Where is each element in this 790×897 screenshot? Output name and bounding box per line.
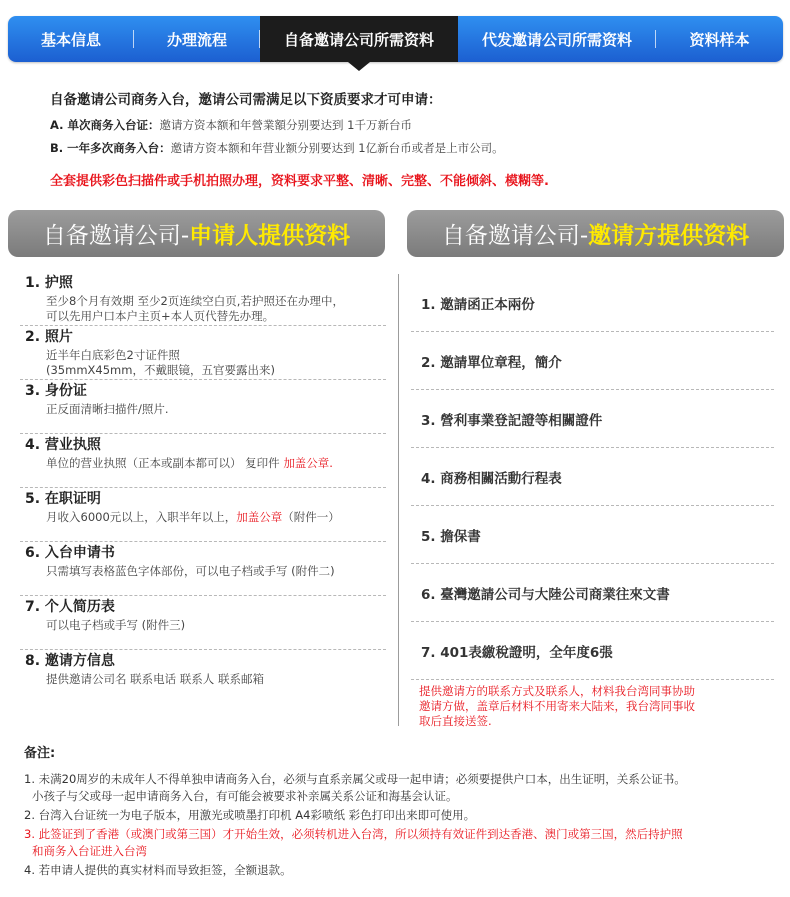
item-desc-stamp: 加盖公章. bbox=[283, 456, 333, 470]
inviter-docs-header bbox=[407, 210, 784, 257]
applicant-header-highlight: 申请人提供资料 bbox=[189, 223, 351, 249]
item-title: 8. 邀请方信息 bbox=[25, 653, 115, 669]
remark-line: 和商务入台证进入台湾 bbox=[32, 844, 147, 858]
item-title: 5. 在职证明 bbox=[25, 491, 101, 507]
intro-section bbox=[50, 88, 770, 189]
list-item bbox=[20, 434, 386, 488]
list-item bbox=[20, 488, 386, 542]
remark-item: 2. 台湾入台证统一为电子版本，用激光或喷墨打印机 A4彩喷纸 彩色打印出来即可使用。 bbox=[24, 808, 476, 822]
top-nav bbox=[8, 16, 783, 62]
list-item bbox=[20, 380, 386, 434]
requirement-single-label: A. 单次商务入台证： bbox=[50, 118, 160, 132]
remark-item bbox=[24, 826, 784, 860]
item-desc: 只需填写表格蓝色字体部份，可以电子档或手写 (附件二) bbox=[46, 564, 335, 578]
inviter-note-line: 提供邀请方的联系方式及联系人，材料我台湾同事协助 bbox=[419, 684, 695, 698]
item-desc: (35mmX45mm，不戴眼镜，五官要露出来) bbox=[46, 363, 275, 377]
item-title: 4. 营业执照 bbox=[25, 437, 101, 453]
item-title: 1. 护照 bbox=[25, 275, 73, 291]
item-desc: 近半年白底彩色2寸证件照 bbox=[46, 348, 180, 362]
remarks-section bbox=[24, 742, 784, 881]
list-item bbox=[20, 650, 386, 704]
requirement-single-text: 邀请方资本额和年營業額分别要达到 1千万新台币 bbox=[159, 118, 412, 132]
requirement-single-entry bbox=[50, 117, 770, 133]
list-item bbox=[20, 542, 386, 596]
item-desc: 至少8个月有效期 至少2页连续空白页,若护照还在办理中， bbox=[46, 294, 344, 308]
remark-item: 4. 若申请人提供的真实材料而导致拒签，全额退款。 bbox=[24, 863, 292, 877]
list-item: 2. 邀請單位章程，簡介 bbox=[411, 332, 774, 390]
item-desc bbox=[20, 510, 386, 525]
active-tab-pointer-icon bbox=[348, 62, 370, 71]
nav-tab-process[interactable]: 办理流程 bbox=[134, 16, 260, 62]
item-title: 3. 身份证 bbox=[25, 383, 87, 399]
inviter-contact-note bbox=[411, 684, 774, 729]
item-title: 7. 个人简历表 bbox=[25, 599, 115, 615]
list-item: 4. 商務相關活動行程表 bbox=[411, 448, 774, 506]
item-title: 2. 照片 bbox=[25, 329, 73, 345]
list-item bbox=[20, 326, 386, 380]
inviter-docs-list bbox=[411, 274, 774, 729]
intro-scan-note: 全套提供彩色扫描件或手机拍照办理，资料要求平整、清晰、完整、不能倾斜、模糊等. bbox=[50, 174, 549, 189]
list-item bbox=[20, 272, 386, 326]
list-item: 5. 擔保書 bbox=[411, 506, 774, 564]
item-desc-text: 月收入6000元以上，入职半年以上， bbox=[46, 510, 237, 524]
inviter-header-prefix: 自备邀请公司- bbox=[441, 223, 589, 249]
applicant-docs-header bbox=[8, 210, 385, 257]
applicant-docs-list bbox=[20, 272, 386, 704]
requirement-multi-label: B. 一年多次商务入台： bbox=[50, 141, 171, 155]
item-desc-attachment: （附件一） bbox=[282, 510, 340, 524]
item-desc: 正反面清晰扫描件/照片. bbox=[46, 402, 169, 416]
requirement-multi-entry bbox=[50, 140, 770, 156]
item-desc: 可以电子档或手写 (附件三) bbox=[46, 618, 186, 632]
remark-line: 小孩子与父或母一起申请商务入台，有可能会被要求补亲属关系公证和海基会认证。 bbox=[32, 789, 458, 803]
nav-tab-basic-info[interactable]: 基本信息 bbox=[8, 16, 134, 62]
requirement-multi-text: 邀请方资本额和年营业额分别要达到 1亿新台币或者是上市公司。 bbox=[170, 141, 504, 155]
item-desc: 提供邀请公司名 联系电话 联系人 联系邮箱 bbox=[46, 672, 264, 686]
nav-tab-samples[interactable]: 资料样本 bbox=[689, 30, 750, 49]
item-desc bbox=[20, 456, 386, 471]
list-item: 3. 營利事業登記證等相關證件 bbox=[411, 390, 774, 448]
intro-title: 自备邀请公司商务入台，邀请公司需满足以下资质要求才可申请： bbox=[50, 92, 442, 108]
remark-line: 3. 此签证到了香港（或澳门或第三国）才开始生效，必须转机进入台湾，所以须持有效证件到达香港、澳门或第三国，然后持护照 bbox=[24, 827, 683, 841]
applicant-header-prefix: 自备邀请公司- bbox=[42, 223, 190, 249]
nav-tab-self-invite-docs[interactable]: 自备邀请公司所需资料 bbox=[260, 16, 458, 62]
inviter-note-line: 邀请方做，盖章后材料不用寄来大陆来，我台湾同事收 bbox=[419, 699, 695, 713]
list-item: 7. 401表繳稅證明，全年度6張 bbox=[411, 622, 774, 680]
item-desc: 可以先用户口本户主页+本人页代替先办理。 bbox=[46, 309, 275, 323]
remark-item bbox=[24, 771, 784, 805]
item-title: 6. 入台申请书 bbox=[25, 545, 115, 561]
remark-line: 1. 未满20周岁的未成年人不得单独申请商务入台，必须与直系亲属父或母一起申请；必须要提供户口本，出生证明，关系公证书。 bbox=[24, 772, 686, 786]
inviter-note-line: 取后直接送签. bbox=[419, 714, 492, 728]
list-item bbox=[20, 596, 386, 650]
list-item: 6. 臺灣邀請公司与大陸公司商業往來文書 bbox=[411, 564, 774, 622]
item-desc-text: 单位的营业执照（正本或副本都可以） 复印件 bbox=[46, 456, 284, 470]
column-divider bbox=[398, 274, 399, 726]
nav-tab-proxy-invite-docs[interactable]: 代发邀请公司所需资料 bbox=[458, 16, 656, 62]
inviter-header-highlight: 邀请方提供资料 bbox=[588, 223, 750, 249]
list-item: 1. 邀請函正本兩份 bbox=[411, 274, 774, 332]
item-desc-stamp: 加盖公章 bbox=[236, 510, 283, 524]
remarks-title: 备注: bbox=[24, 746, 56, 761]
